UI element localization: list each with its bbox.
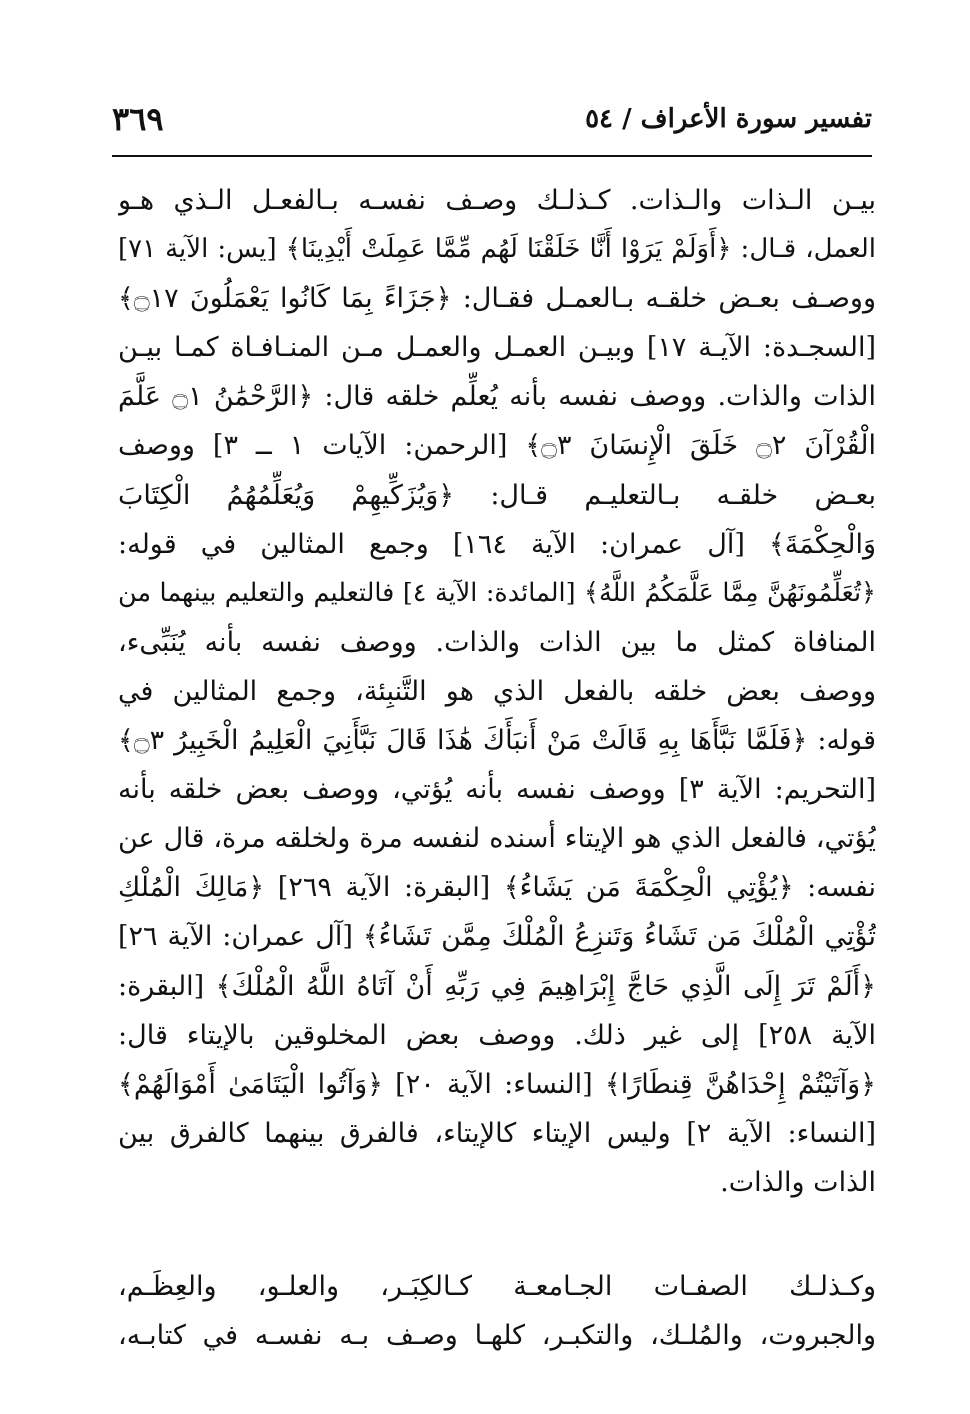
text-line: العمل، قـال: ﴿أَوَلَمْ يَرَوْا أَنَّا خَلَقْنَا لَهُم مِّمَّا عَمِلَتْ أَيْدِينَا﴾ [يس: الآية ٧١] <box>118 234 876 265</box>
text-line: يُؤتي، فالفعل الذي هو الإيتاء أسنده لنفسه مرة ولخلقه مرة، قال عن <box>118 823 876 855</box>
page-header <box>112 100 872 144</box>
text-line: بيـن الـذات والـذات. كـذلـك وصـف نفسـه بـالفعـل الـذي هـو <box>118 185 876 216</box>
text-line: [النساء: الآية ٢] وليس الإيتاء كالإيتاء، فالفرق بينهما كالفرق بين <box>118 1117 876 1149</box>
text-line: ﴿وَآتَيْتُمْ إِحْدَاهُنَّ قِنطَارًا﴾ [النساء: الآية ٢٠] ﴿وَآتُوا الْيَتَامَىٰ أَمْوَالَهُمْ﴾ <box>118 1068 876 1100</box>
text-line: [السجـدة: الآيـة ١٧] وبيـن العمـل والعمـل مـن المنـافـاة كمـا بيـن <box>118 332 876 364</box>
text-line: ﴿تُعَلِّمُونَهُنَّ مِمَّا عَلَّمَكُمُ اللَّهُ﴾ [المائدة: الآية ٤] فالتعليم والتعليم بينهما من <box>118 577 876 608</box>
text-line: ﴿أَلَمْ تَرَ إِلَى الَّذِي حَاجَّ إِبْرَاهِيمَ فِي رَبِّهِ أَنْ آتَاهُ اللَّهُ الْمُلْكَ﴾ [البقرة: <box>118 970 876 1002</box>
text-line: ووصـف بعـض خلقـه بـالعمـل فقـال: ﴿جَزَاءً بِمَا كَانُوا يَعْمَلُونَ ۝١٧﴾ <box>118 283 876 315</box>
header-rule <box>112 155 872 157</box>
text-line: الذات والذات. <box>720 1166 876 1198</box>
text-line: وكـذلـك الصفـات الجـامعـة كـالكِبَـر، والعلـو، والعِظَـم، <box>118 1271 876 1302</box>
paragraph-2 <box>118 1262 876 1360</box>
text-line: الْقُرْآنَ ۝٢ خَلَقَ الْإِنسَانَ ۝٣﴾ [الرحمن: الآيات ١ ــ ٣] ووصف <box>118 430 876 462</box>
page-number: ٣٦٩ <box>112 100 164 138</box>
text-line: تُؤْتِي الْمُلْكَ مَن تَشَاءُ وَتَنزِعُ الْمُلْكَ مِمَّن تَشَاءُ﴾ [آل عمران: الآية ٢٦] <box>118 921 876 953</box>
text-line: قوله: ﴿فَلَمَّا نَبَّأَهَا بِهِ قَالَتْ مَنْ أَنبَأَكَ هَٰذَا قَالَ نَبَّأَنِيَ الْعَلِيمُ الْخَبِيرُ ۝٣﴾ <box>118 725 876 757</box>
text-line: نفسه: ﴿يُؤْتِي الْحِكْمَةَ مَن يَشَاءُ﴾ [البقرة: الآية ٢٦٩] ﴿مَالِكَ الْمُلْكِ <box>118 872 876 904</box>
text-line: المنافاة كمثل ما بين الذات والذات. ووصف نفسه بأنه يُنَبِّىء، <box>118 626 876 658</box>
text-line: بعـض خلقـه بـالتعليـم قـال: ﴿وَيُزَكِّيهِمْ وَيُعَلِّمُهُمُ الْكِتَابَ <box>118 479 876 511</box>
running-title: تفسير سورة الأعراف / ٥٤ <box>585 104 872 134</box>
text-line: [التحريم: الآية ٣] ووصف نفسه بأنه يُؤتي، ووصف بعض خلقه بأنه <box>118 774 876 806</box>
text-line: الذات والذات. ووصف نفسه بأنه يُعلِّم خلقه قال: ﴿الرَّحْمَٰنُ ۝١ عَلَّمَ <box>118 381 876 413</box>
text-line: وَالْحِكْمَةَ﴾ [آل عمران: الآية ١٦٤] وجمع المثالين في قوله: <box>118 528 876 560</box>
text-line: ووصف بعض خلقه بالفعل الذي هو التَّنبِئة، وجمع المثالين في <box>118 675 876 707</box>
paragraph-1 <box>118 176 876 1207</box>
text-line: الآية ٢٥٨] إلى غير ذلك. ووصف بعض المخلوقين بالإيتاء قال: <box>118 1019 876 1051</box>
text-line: والجبروت، والمُلـك، والتكبـر، كلهـا وصـف بـه نفسـه في كتابـه، <box>118 1320 876 1352</box>
